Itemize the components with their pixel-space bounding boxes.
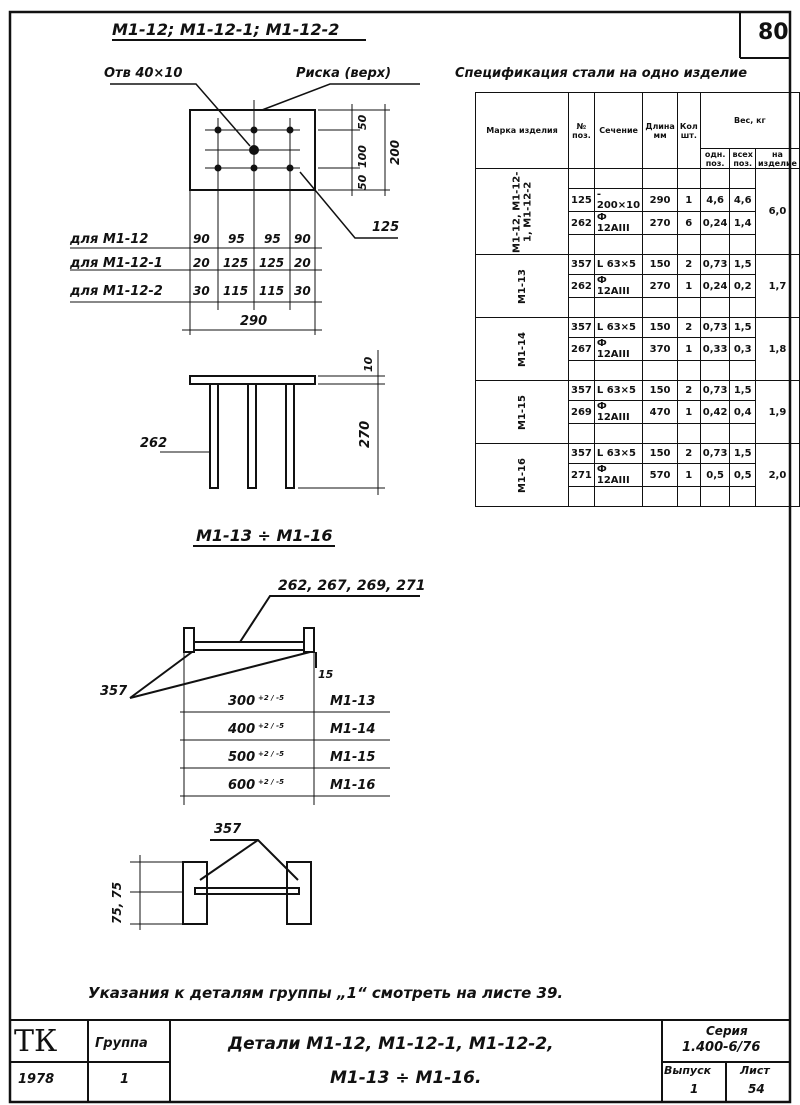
spec-cell: Ф 12АIII	[594, 212, 642, 235]
spec-cell: 150	[643, 255, 678, 275]
cell: 95	[228, 232, 245, 246]
spec-cell: 150	[643, 444, 678, 464]
spec-cell: 1,5	[730, 444, 755, 464]
cell: 90	[193, 232, 210, 246]
plan-label-357: 357	[214, 822, 242, 837]
series-label: Серия	[706, 1024, 748, 1038]
callout-bars: 262, 267, 269, 271	[278, 578, 426, 594]
spec-cell: 2	[677, 318, 700, 338]
spec-cell: 357	[569, 255, 595, 275]
spec-cell: 262	[569, 275, 595, 298]
spec-cell: 0,4	[730, 401, 755, 424]
spec-cell: 0,5	[700, 464, 730, 487]
spec-cell: L 63×5	[594, 255, 642, 275]
spec-cell: 1,4	[730, 212, 755, 235]
spec-cell: 0,33	[700, 338, 730, 361]
mark-m1-13: М1-13	[330, 694, 376, 709]
mark-label: Риска (верх)	[296, 66, 392, 81]
dim-15: 15	[318, 668, 334, 681]
spec-cell	[677, 298, 700, 318]
spec-cell	[677, 361, 700, 381]
section-heading-m1-13: М1-13 ÷ М1-16	[196, 526, 333, 545]
dim-270: 270	[358, 420, 373, 448]
header-w-item: на изделие	[755, 149, 799, 169]
spec-cell	[569, 424, 595, 444]
spec-cell	[594, 169, 642, 189]
group-label: Группа	[95, 1036, 148, 1051]
spec-cell: 1	[677, 338, 700, 361]
dim-10: 10	[362, 356, 375, 372]
spec-cell: Ф 12АIII	[594, 338, 642, 361]
tolerance: +2 / -5	[258, 722, 284, 730]
spec-cell: 267	[569, 338, 595, 361]
spec-cell: 570	[643, 464, 678, 487]
cell: 95	[264, 232, 281, 246]
title-line2: М1-13 ÷ М1-16.	[330, 1068, 482, 1088]
spec-cell: 125	[569, 189, 595, 212]
spec-cell	[730, 487, 755, 507]
spec-cell: 2	[677, 381, 700, 401]
spec-mark: М1-15	[476, 381, 569, 444]
spec-cell	[594, 487, 642, 507]
sheet-label: Лист	[740, 1064, 770, 1077]
row-label-m1-12: для М1-12	[70, 232, 149, 247]
spec-title: Спецификация стали на одно изделие	[455, 66, 748, 81]
spec-cell: 357	[569, 318, 595, 338]
callout-125: 125	[372, 220, 400, 235]
angle-label-357: 357	[100, 684, 128, 699]
spec-cell: 2	[677, 444, 700, 464]
spec-cell	[677, 424, 700, 444]
spec-cell: 0,73	[700, 318, 730, 338]
issue-value: 1	[690, 1082, 699, 1096]
cell: 20	[193, 256, 210, 270]
spec-cell: 0,73	[700, 444, 730, 464]
note-text: Указания к деталям группы „1“ смотреть на листе 39.	[88, 984, 564, 1002]
spec-cell	[643, 298, 678, 318]
spec-cell: 370	[643, 338, 678, 361]
spec-cell: 262	[569, 212, 595, 235]
spec-cell	[700, 487, 730, 507]
cell: 125	[259, 256, 285, 270]
spec-cell	[594, 298, 642, 318]
tolerance: +2 / -5	[258, 694, 284, 702]
spec-table	[475, 92, 800, 507]
spec-cell: 1	[677, 401, 700, 424]
dim-100: 100	[356, 145, 369, 168]
spec-cell: Ф 12АIII	[594, 401, 642, 424]
spec-cell: 470	[643, 401, 678, 424]
spec-cell	[700, 235, 730, 255]
spec-item-total: 6,0	[755, 169, 799, 255]
spec-cell: L 63×5	[594, 381, 642, 401]
length-500: 500	[228, 750, 256, 765]
spec-cell: - 200×10	[594, 189, 642, 212]
spec-cell	[677, 169, 700, 189]
spec-cell: L 63×5	[594, 318, 642, 338]
spec-cell	[569, 487, 595, 507]
spec-item-total: 2,0	[755, 444, 799, 507]
dim-50-top: 50	[356, 114, 369, 130]
drawing-heading: М1-12; М1-12-1; М1-12-2	[112, 20, 340, 39]
spec-cell: 6	[677, 212, 700, 235]
title-line1: Детали М1-12, М1-12-1, М1-12-2,	[228, 1034, 554, 1054]
cell: 115	[223, 284, 249, 298]
spec-cell: 357	[569, 444, 595, 464]
row-label-m1-12-2: для М1-12-2	[70, 284, 163, 299]
spec-cell: 1,5	[730, 255, 755, 275]
spec-cell: 357	[569, 381, 595, 401]
spec-cell	[594, 424, 642, 444]
org-stamp: ТК	[14, 1024, 58, 1059]
spec-cell: 0,73	[700, 255, 730, 275]
header-pos: № поз.	[569, 93, 595, 169]
tolerance: +2 / -5	[258, 778, 284, 786]
spec-cell	[643, 361, 678, 381]
dim-50-bottom: 50	[356, 174, 369, 190]
spec-cell: 150	[643, 381, 678, 401]
row-label-m1-12-1: для М1-12-1	[70, 256, 163, 271]
spec-cell: 270	[643, 212, 678, 235]
spec-cell: 1,5	[730, 318, 755, 338]
header-length: Длина мм	[643, 93, 678, 169]
spec-cell: 0,24	[700, 212, 730, 235]
header-weight: Вес, кг	[700, 93, 799, 149]
spec-cell: 0,5	[730, 464, 755, 487]
spec-row	[476, 169, 800, 189]
cell: 20	[294, 256, 311, 270]
spec-cell	[700, 361, 730, 381]
spec-item-total: 1,7	[755, 255, 799, 318]
dim-290: 290	[240, 314, 268, 329]
header-qty: Кол шт.	[677, 93, 700, 169]
issue-label: Выпуск	[664, 1064, 712, 1077]
spec-item-total: 1,9	[755, 381, 799, 444]
length-300: 300	[228, 694, 256, 709]
cell: 115	[259, 284, 285, 298]
series-value: 1.400-6/76	[682, 1040, 761, 1055]
spec-cell	[730, 235, 755, 255]
spec-cell: L 63×5	[594, 444, 642, 464]
spec-item-total: 1,8	[755, 318, 799, 381]
spec-cell: 4,6	[730, 189, 755, 212]
spec-cell: 0,3	[730, 338, 755, 361]
spec-cell: 0,2	[730, 275, 755, 298]
cell: 125	[223, 256, 249, 270]
spec-row	[476, 381, 800, 401]
spec-cell: 1	[677, 189, 700, 212]
spec-mark: М1-12, М1-12-1, М1-12-2	[476, 169, 569, 255]
spec-cell	[643, 487, 678, 507]
plan-dims: 75, 75	[110, 881, 124, 924]
mark-m1-15: М1-15	[330, 750, 376, 765]
group-value: 1	[120, 1072, 130, 1087]
spec-cell: 271	[569, 464, 595, 487]
spec-cell	[730, 298, 755, 318]
spec-cell: 1	[677, 275, 700, 298]
dim-200: 200	[388, 139, 402, 165]
cell: 90	[294, 232, 311, 246]
spec-cell	[594, 235, 642, 255]
spec-cell: Ф 12АIII	[594, 275, 642, 298]
spec-cell: 4,6	[700, 189, 730, 212]
spec-cell: 1	[677, 464, 700, 487]
header-mark: Марка изделия	[476, 93, 569, 169]
spec-cell: 0,24	[700, 275, 730, 298]
spec-cell: 2	[677, 255, 700, 275]
cell: 30	[294, 284, 311, 298]
mark-m1-14: М1-14	[330, 722, 376, 737]
hole-label: Отв 40×10	[104, 66, 183, 81]
spec-cell	[730, 169, 755, 189]
spec-cell	[569, 298, 595, 318]
spec-cell	[730, 424, 755, 444]
spec-cell	[643, 424, 678, 444]
spec-cell	[643, 235, 678, 255]
spec-cell	[700, 298, 730, 318]
length-600: 600	[228, 778, 256, 793]
spec-cell	[730, 361, 755, 381]
spec-mark: М1-14	[476, 318, 569, 381]
spec-cell	[569, 235, 595, 255]
sheet-value: 54	[748, 1082, 765, 1096]
spec-cell: 270	[643, 275, 678, 298]
spec-cell	[677, 235, 700, 255]
spec-cell	[594, 361, 642, 381]
spec-cell: 269	[569, 401, 595, 424]
year: 1978	[18, 1072, 55, 1087]
spec-row	[476, 255, 800, 275]
spec-cell: 290	[643, 189, 678, 212]
spec-cell	[700, 424, 730, 444]
header-section: Сечение	[594, 93, 642, 169]
spec-mark: М1-13	[476, 255, 569, 318]
header-w-one: одн. поз.	[700, 149, 730, 169]
spec-row	[476, 444, 800, 464]
spec-cell	[569, 169, 595, 189]
header-w-all: всех поз.	[730, 149, 755, 169]
cell: 30	[193, 284, 210, 298]
spec-cell: 150	[643, 318, 678, 338]
spec-cell	[700, 169, 730, 189]
spec-mark: М1-16	[476, 444, 569, 507]
spec-cell: 1,5	[730, 381, 755, 401]
bar-label-262: 262	[140, 436, 168, 451]
spec-cell	[677, 487, 700, 507]
spec-cell: Ф 12АIII	[594, 464, 642, 487]
spec-cell: 0,42	[700, 401, 730, 424]
tolerance: +2 / -5	[258, 750, 284, 758]
mark-m1-16: М1-16	[330, 778, 376, 793]
length-400: 400	[228, 722, 256, 737]
spec-cell	[569, 361, 595, 381]
page-number: 80	[758, 20, 789, 45]
spec-cell	[643, 169, 678, 189]
spec-cell: 0,73	[700, 381, 730, 401]
spec-row	[476, 318, 800, 338]
